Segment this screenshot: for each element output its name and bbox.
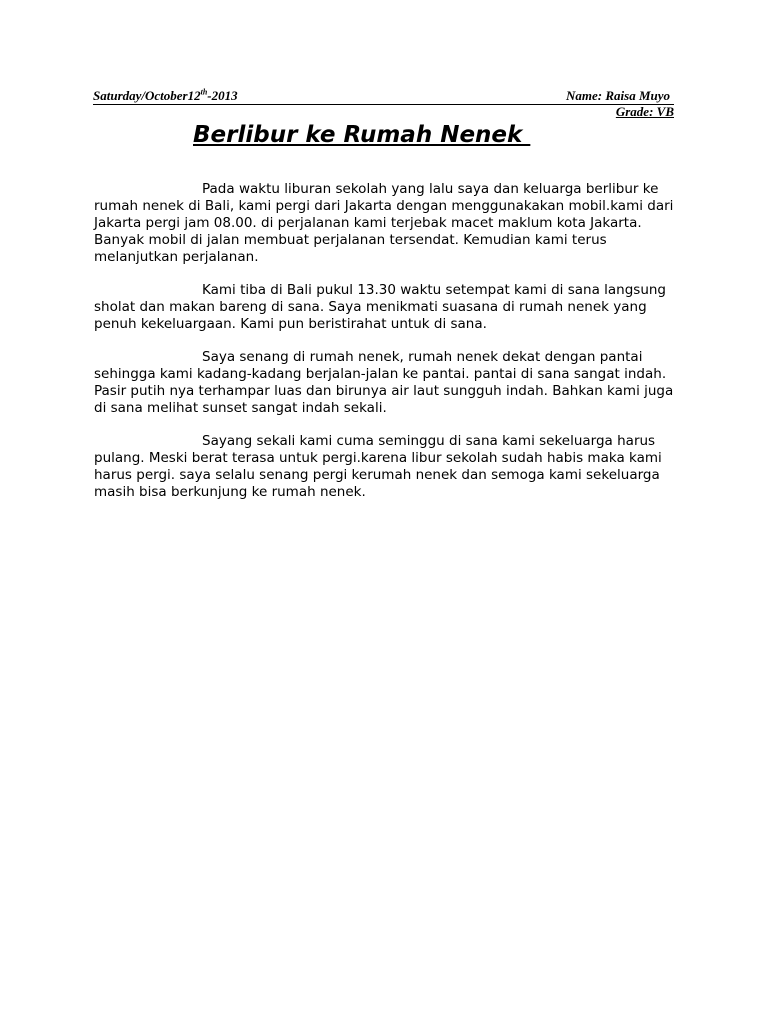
date-main: Saturday/October12 [93, 88, 201, 103]
date-ordinal: th [200, 87, 208, 97]
paragraph: Kami tiba di Bali pukul 13.30 waktu setempat kami di sana langsung sholat dan makan bareng di sana. Saya menikmati suasana di rumah nenek yang penuh kekeluargaan. Kami pun beristirahat untuk di sana. [94, 282, 666, 332]
student-name: Name: Raisa Muyo [566, 88, 670, 103]
date-text [93, 88, 238, 104]
header-line [93, 88, 674, 105]
paragraph: Pada waktu liburan sekolah yang lalu saya dan keluarga berlibur ke rumah nenek di Bali, kami pergi dari Jakarta dengan menggunakakan mobil.kami dari Jakarta pergi jam 08.00. di perjalanan kami terjebak macet maklum kota Jakarta. Banyak mobil di jalan membuat perjalanan tersendat. Kemudian kami terus melanjutkan perjalanan. [94, 181, 674, 265]
essay-title: Berlibur ke Rumah Nenek [193, 122, 531, 148]
paragraph: Sayang sekali kami cuma seminggu di sana kami sekeluarga harus pulang. Meski berat terasa untuk pergi.karena libur sekolah sudah habis maka kami harus pergi. saya selalu senang pergi kerumah nenek dan semoga kami sekeluarga masih bisa berkunjung ke rumah nenek. [94, 433, 662, 500]
student-grade: Grade: VB [615, 104, 674, 119]
date-year: -2013 [207, 88, 238, 103]
paragraph: Saya senang di rumah nenek, rumah nenek dekat dengan pantai sehingga kami kadang-kadang berjalan-jalan ke pantai. pantai di sana sangat indah. Pasir putih nya terhampar luas dan birunya air laut sungguh indah. Bahkan kami juga di sana melihat sunset sangat indah sekali. [94, 349, 674, 416]
essay-body [94, 181, 676, 517]
